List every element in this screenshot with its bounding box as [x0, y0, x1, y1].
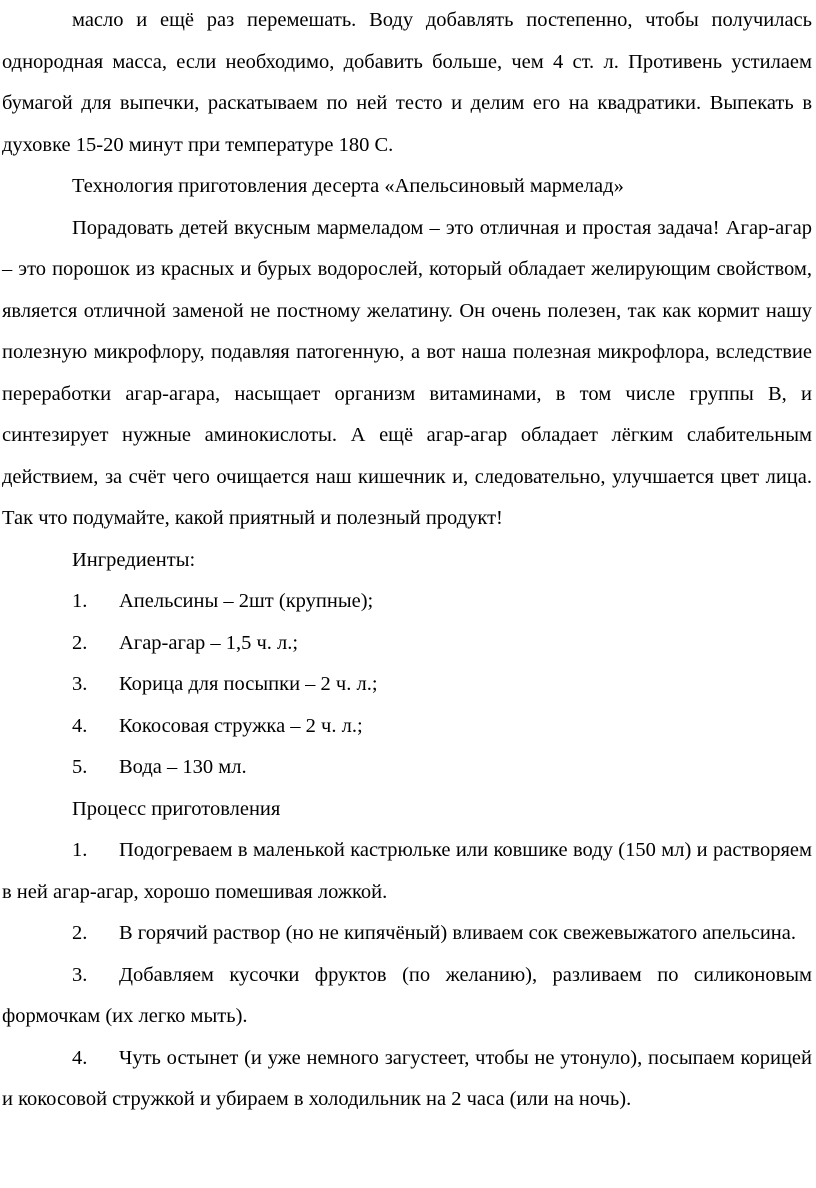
list-item-text: В горячий раствор (но не кипячёный) вливаем сок свежевыжатого апельсина.	[119, 922, 796, 944]
list-item	[2, 581, 812, 623]
list-item	[2, 623, 812, 665]
list-item	[2, 955, 812, 1038]
list-item-number: 2.	[72, 631, 88, 654]
list-item-text: Подогреваем в маленькой кастрюльке или ковшике воду (150 мл) и растворяем в ней агар-агар, хорошо помешивая ложкой.	[2, 839, 812, 903]
list-item-text: Корица для посыпки – 2 ч. л.;	[119, 673, 378, 695]
list-item	[2, 747, 812, 789]
list-item	[2, 664, 812, 706]
process-heading: Процесс приготовления	[72, 797, 281, 820]
intro-continuation-text: масло и ещё раз перемешать. Воду добавлять постепенно, чтобы получилась однородная масса, если необходимо, добавить больше, чем 4 ст. л. Противень устилаем бумагой для выпечки, раскатываем по ней тесто и делим его на квадратики. Выпекать в духовке 15-20 минут при температуре 180 С.	[2, 9, 812, 156]
list-item	[2, 1038, 812, 1121]
description-paragraph: Порадовать детей вкусным мармеладом – это отличная и простая задача! Агар-агар – это порошок из красных и бурых водорослей, который обладает желирующим свойством, является отличной заменой не постному желатину. Он очень полезен, так как кормит нашу полезную микрофлору, подавляя патогенную, а вот наша полезная микрофлора, вследствие переработки агар-агара, насыщает организм витаминами, в том числе группы В, и синтезирует нужные аминокислоты. А ещё агар-агар обладает лёгким слабительным действием, за счёт чего очищается наш кишечник и, следовательно, улучшается цвет лица. Так что подумайте, какой приятный и полезный продукт!	[2, 216, 812, 529]
list-item	[2, 830, 812, 913]
section-title: Технология приготовления десерта «Апельсиновый мармелад»	[72, 175, 624, 197]
list-item	[2, 706, 812, 748]
list-item-number: 1.	[72, 590, 88, 612]
list-item-number: 4.	[72, 1046, 88, 1069]
document-body	[2, 0, 812, 1121]
list-item-text: Агар-агар – 1,5 ч. л.;	[119, 631, 299, 654]
list-item-text: Вода – 130 мл.	[119, 756, 247, 778]
list-item	[2, 913, 812, 955]
list-item-number: 3.	[72, 673, 88, 695]
ingredients-list	[2, 581, 812, 789]
list-item-number: 1.	[72, 839, 88, 861]
list-item-number: 2.	[72, 922, 88, 944]
list-item-text: Кокосовая стружка – 2 ч. л.;	[119, 714, 363, 737]
list-item-number: 3.	[72, 963, 88, 986]
ingredients-heading: Ингредиенты:	[72, 548, 196, 571]
list-item-text: Апельсины – 2шт (крупные);	[119, 590, 374, 612]
list-item-number: 5.	[72, 756, 88, 778]
intro-continuation	[2, 0, 812, 166]
list-item-number: 4.	[72, 714, 88, 737]
list-item-text: Добавляем кусочки фруктов (по желанию), разливаем по силиконовым формочкам (их легко мыть).	[2, 963, 812, 1027]
steps-list	[2, 830, 812, 1121]
list-item-text: Чуть остынет (и уже немного загустеет, чтобы не утонуло), посыпаем корицей и кокосовой стружкой и убираем в холодильник на 2 часа (или на ночь).	[2, 1046, 812, 1110]
